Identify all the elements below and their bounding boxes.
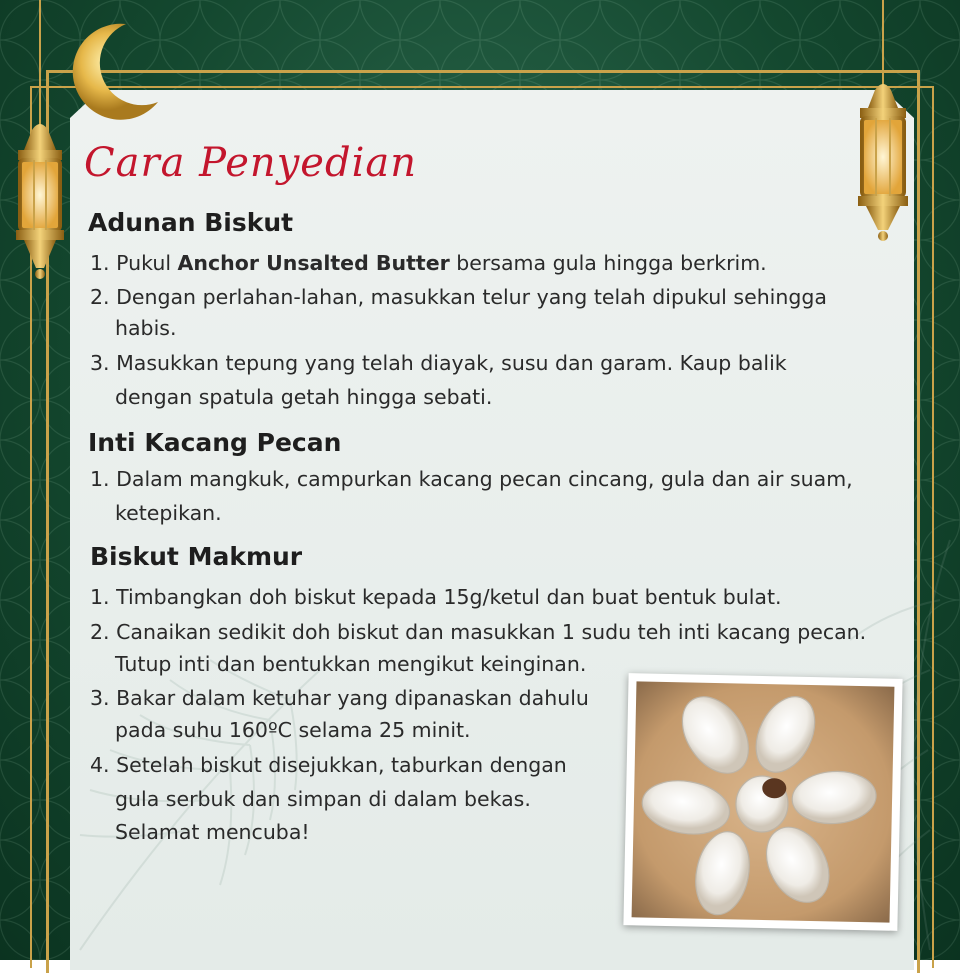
cookie-photo: [623, 673, 902, 931]
step-1-text: 1. Timbangkan doh biskut kepada 15g/ketul dan buat bentuk bulat.: [90, 585, 782, 609]
section-heading: Adunan Biskut: [88, 208, 294, 237]
step-3-continuation: pada suhu 160ºC selama 25 minit.: [115, 718, 471, 742]
closing-text: Selamat mencuba!: [115, 820, 310, 844]
step-3-continuation: dengan spatula getah hingga sebati.: [115, 385, 493, 409]
step-2-text: 2. Canaikan sedikit doh biskut dan masukkan 1 sudu teh inti kacang pecan.: [90, 620, 867, 644]
page-title: Cara Penyedian: [84, 140, 417, 186]
step-3-text: 3. Bakar dalam ketuhar yang dipanaskan dahulu: [90, 686, 589, 710]
step-3-text: 3. Masukkan tepung yang telah diayak, susu dan garam. Kaup balik: [90, 351, 787, 375]
cookie-photo-image: [632, 681, 895, 922]
step-1-continuation: ketepikan.: [115, 501, 222, 525]
step-4-continuation: gula serbuk dan simpan di dalam bekas.: [115, 787, 531, 811]
section-heading: Biskut Makmur: [90, 542, 303, 571]
maamoul-cookies-illustration: [632, 681, 895, 922]
section-heading: Inti Kacang Pecan: [88, 428, 342, 457]
step-2-text: 2. Dengan perlahan-lahan, masukkan telur yang telah dipukul sehingga: [90, 285, 827, 309]
step-2-continuation: Tutup inti dan bentukkan mengikut keinginan.: [115, 652, 587, 676]
step-4-text: 4. Setelah biskut disejukkan, taburkan dengan: [90, 753, 567, 777]
step-1-text: 1. Dalam mangkuk, campurkan kacang pecan cincang, gula dan air suam,: [90, 467, 853, 491]
step-2-continuation: habis.: [115, 316, 177, 340]
step-1-text: 1. Pukul Anchor Unsalted Butter bersama gula hingga berkrim.: [90, 251, 767, 275]
